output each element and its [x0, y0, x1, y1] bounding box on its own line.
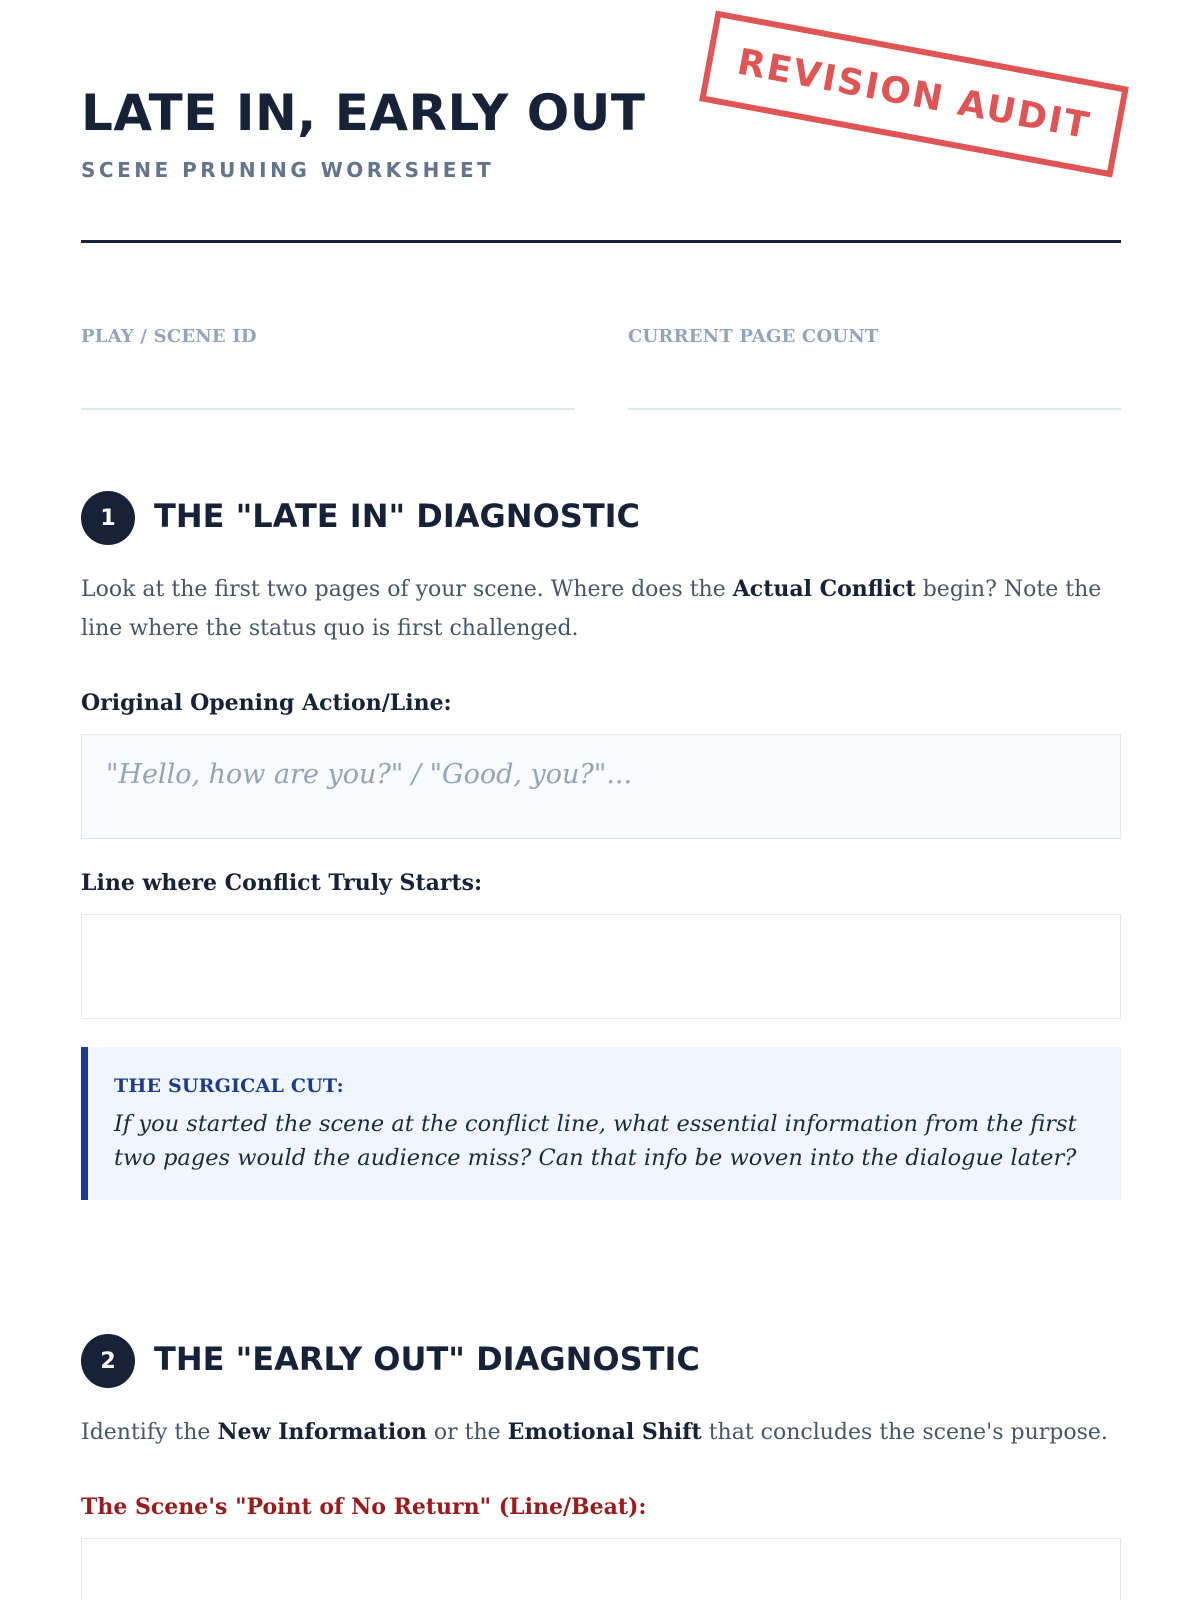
- section-2-number-badge: 2: [81, 1334, 135, 1388]
- original-opening-label: Original Opening Action/Line:: [81, 690, 452, 716]
- point-of-no-return-input[interactable]: [81, 1538, 1121, 1600]
- section-1-intro: Look at the first two pages of your scene. Where does the Actual Conflict begin? Note the line where the status quo is first challenged.: [81, 576, 1102, 641]
- callout-body: If you started the scene at the conflict line, what essential information from the first two pages would the audience miss? Can that info be woven into the dialogue later?: [114, 1111, 1077, 1171]
- page-title: LATE IN, EARLY OUT: [81, 84, 646, 142]
- original-opening-input[interactable]: [81, 734, 1121, 839]
- point-of-no-return-label: The Scene's "Point of No Return" (Line/Beat):: [81, 1494, 647, 1520]
- conflict-start-label: Line where Conflict Truly Starts:: [81, 870, 483, 896]
- page-subtitle: SCENE PRUNING WORKSHEET: [81, 158, 495, 182]
- worksheet-page: [81, 0, 1121, 1600]
- original-opening-placeholder: "Hello, how are you?" / "Good, you?"...: [106, 759, 633, 790]
- page-count-field[interactable]: [628, 408, 1121, 410]
- header-divider: [81, 240, 1121, 243]
- section-2-title: THE "EARLY OUT" DIAGNOSTIC: [154, 1340, 700, 1378]
- scene-id-label: PLAY / SCENE ID: [81, 326, 257, 347]
- section-1-number-badge: 1: [81, 491, 135, 545]
- conflict-start-input[interactable]: [81, 914, 1121, 1019]
- revision-audit-stamp: REVISION AUDIT: [699, 11, 1129, 178]
- page-count-label: CURRENT PAGE COUNT: [628, 326, 879, 347]
- section-1-title: THE "LATE IN" DIAGNOSTIC: [154, 497, 641, 535]
- section-2-intro: Identify the New Information or the Emotional Shift that concludes the scene's purpose.: [81, 1419, 1108, 1445]
- surgical-cut-callout: [81, 1047, 1121, 1200]
- scene-id-field[interactable]: [81, 408, 575, 410]
- callout-heading: THE SURGICAL CUT:: [114, 1075, 344, 1097]
